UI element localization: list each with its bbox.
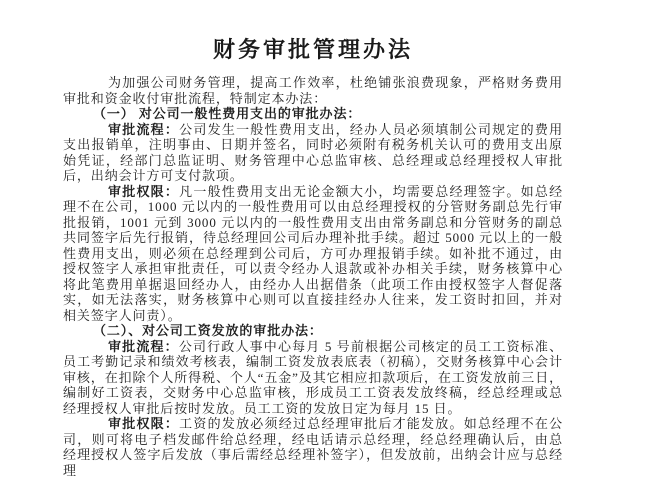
section-2-heading: （二）、对公司工资发放的审批办法： [93, 323, 323, 338]
section-2-process-label: 审批流程： [108, 338, 179, 354]
section-2-process-text: 公司行政人事中心每月 5 号前根据公司核定的员工工资标准、员工考勤记录和绩效考核表，编制工资发放表底表（初稿），交财务核算中心会计审核，在扣除个人所得税、个人“五金”及其它相应扣款项后，在工资发放前三日，编制好工资表，交财务中心总监审核，形成员工工资表发放终稿，经总经理或总经理授权人审批后按时发放。员工工资的发放日定为每月 15 日。 [63, 338, 563, 416]
intro-paragraph: 为加强公司财务管理，提高工作效率，杜绝铺张浪费现象，严格财务费用审批和资金收付审批流程，特制定本办法： [63, 75, 563, 106]
section-1-authority-paragraph [63, 184, 563, 324]
section-1-process-label: 审批流程： [108, 121, 180, 137]
section-1-process-text: 公司发生一般性费用支出，经办人员必须填制公司规定的费用支出报销单，注明事由、日期并签名，同时必须附有税务机关认可的费用支出原始凭证，经部门总监证明、财务管理中心总监审核、总经理或总经理授权人审批后，出纳会计方可支付款项。 [63, 121, 563, 183]
section-2-authority-text: 工资的发放必须经过总经理审批后才能发放。如总经理不在公司，则可将电子档发邮件给总经理，经电话请示总经理，经总经理确认后，由总经理授权人签字后发放（事后需经总经理补签字），但发放前，出纳会计应与总经理 [63, 416, 563, 478]
section-1-process-paragraph [63, 122, 563, 184]
section-1-authority-text: 凡一般性费用支出无论金额大小，均需要总经理签字。如总经理不在公司，1000 元以内的一般性费用可以由总经理授权的分管财务副总先行审批报销，1001 元到 3000 元以内的一般性费用支出由常务副总和分管财务的副总共同签字后先行报销，待总经理回公司后办理补批手续。超过 5000 元以上的一般性费用支出，则必须在总经理到公司后，方可办理报销手续。如补批不通过，由授权签字人承担审批责任，可以责令经办人退款或补办相关手续，财务核算中心将此笔费用单据退回经办人，由经办人出据借条（此项工作由授权签字人督促落实，如无法落实，财务核算中心则可以直接挂经办人往来，发工资时扣回，并对相关签字人问责）。 [63, 183, 563, 323]
section-2-authority-paragraph [63, 416, 563, 478]
section-1-heading: （一） 对公司一般性费用支出的审批办法： [93, 106, 362, 121]
document-title: 财务审批管理办法 [212, 37, 413, 62]
section-2-process-paragraph [63, 339, 563, 417]
section-2-authority-label: 审批权限： [108, 416, 180, 431]
document-content [63, 38, 563, 478]
section-1-authority-label: 审批权限： [108, 183, 180, 199]
